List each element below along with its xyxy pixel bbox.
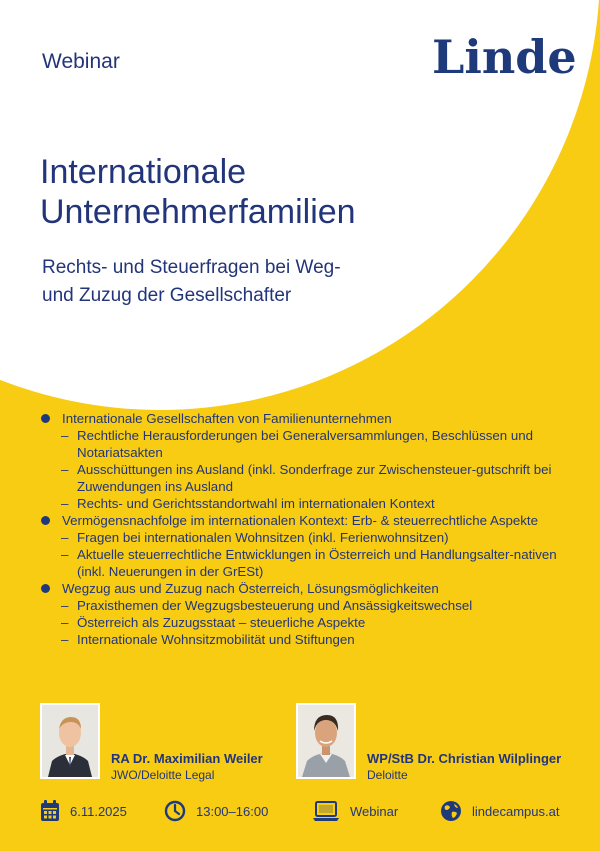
dash-icon: – (61, 496, 69, 511)
page-title (40, 152, 500, 232)
footer-format (312, 798, 398, 824)
globe-icon (440, 800, 462, 822)
title-line-1: Internationale (40, 153, 247, 191)
agenda-subitem (40, 614, 570, 631)
date-text: 6.11.2025 (70, 803, 127, 819)
agenda-subitem-text: Internationale Wohnsitzmobilität und Stiftungen (77, 632, 355, 647)
page-subtitle (42, 254, 442, 310)
agenda-subitem (40, 631, 570, 648)
title-line-2: Unternehmerfamilien (40, 193, 356, 231)
portrait-icon (298, 705, 354, 777)
speaker-photo-weiler (40, 703, 100, 779)
subtitle-line-1: Rechts- und Steuerfragen bei Weg- (42, 257, 341, 278)
speaker-photo-wilplinger (296, 703, 356, 779)
dash-icon: – (61, 598, 69, 613)
event-type-label: Webinar (42, 50, 120, 73)
agenda-item-text: Internationale Gesellschaften von Familienunternehmen (62, 411, 392, 426)
subtitle-line-2: und Zuzug der Gesellschafter (42, 285, 292, 306)
bullet-icon (41, 584, 50, 593)
portrait-icon (42, 705, 98, 777)
dash-icon: – (61, 615, 69, 630)
bullet-icon (41, 516, 50, 525)
agenda-subitem-text: Rechtliche Herausforderungen bei Generalversammlungen, Beschlüssen und Notariatsakten (77, 428, 534, 460)
agenda-subitem (40, 529, 570, 546)
calendar-icon (40, 800, 60, 822)
agenda-subitem-text: Praxisthemen der Wegzugsbesteuerung und Ansässigkeitswechsel (77, 598, 473, 613)
dash-icon: – (61, 547, 69, 562)
agenda-item-text: Vermögensnachfolge im internationalen Kontext: Erb- & steuerrechtliche Aspekte (62, 513, 539, 528)
footer-time (164, 798, 268, 824)
agenda-list (40, 410, 570, 648)
dash-icon: – (61, 428, 69, 443)
format-text: Webinar (350, 803, 399, 819)
footer-date (40, 798, 127, 824)
agenda-item (40, 512, 570, 529)
bullet-icon (41, 414, 50, 423)
agenda-subitem (40, 495, 570, 512)
agenda-subitem-text: Österreich als Zuzugsstaat – steuerliche Aspekte (77, 615, 366, 630)
laptop-icon (312, 800, 340, 822)
agenda-subitem (40, 546, 570, 580)
time-text: 13:00–16:00 (196, 803, 269, 819)
linde-logo: Linde (432, 30, 577, 84)
agenda-subitem (40, 461, 570, 495)
agenda-subitem-text: Aktuelle steuerrechtliche Entwicklungen in Österreich und Handlungsalter-nativen (inkl. Neuerungen in der GrESt) (77, 547, 557, 579)
agenda-item (40, 410, 570, 427)
website-link[interactable]: lindecampus.at (472, 803, 560, 819)
agenda-item-text: Wegzug aus und Zuzug nach Österreich, Lösungsmöglichkeiten (62, 581, 439, 596)
agenda-subitem-text: Ausschüttungen ins Ausland (inkl. Sonderfrage zur Zwischensteuer-gutschrift bei Zuwendungen ins Ausland (77, 462, 552, 494)
clock-icon (164, 800, 186, 822)
dash-icon: – (61, 462, 69, 477)
dash-icon: – (61, 530, 69, 545)
footer-website[interactable] (440, 798, 559, 824)
speaker-organization: JWO/Deloitte Legal (111, 768, 215, 782)
agenda-item (40, 580, 570, 597)
agenda-subitem (40, 597, 570, 614)
speaker-name: RA Dr. Maximilian Weiler (111, 751, 263, 766)
agenda-subitem-text: Fragen bei internationalen Wohnsitzen (inkl. Ferienwohnsitzen) (77, 530, 449, 545)
agenda-subitem-text: Rechts- und Gerichtsstandortwahl im internationalen Kontext (77, 496, 435, 511)
speaker-organization: Deloitte (367, 768, 408, 782)
dash-icon: – (61, 632, 69, 647)
speaker-name: WP/StB Dr. Christian Wilplinger (367, 751, 562, 766)
agenda-subitem (40, 427, 570, 461)
